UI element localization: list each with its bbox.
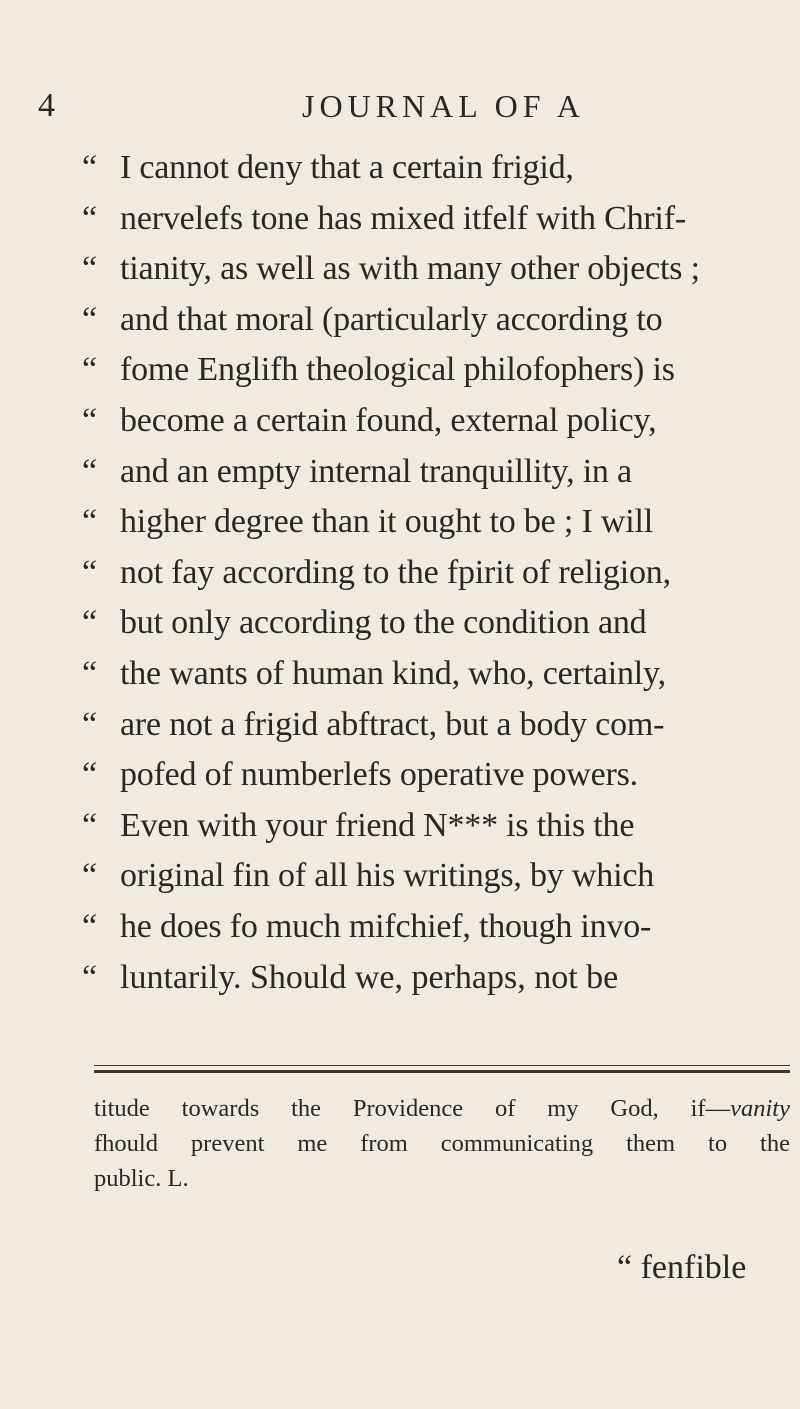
line-text: and that moral (particularly according to <box>120 300 663 338</box>
line-text: become a certain found, external policy, <box>120 401 657 439</box>
open-quote: “ <box>82 857 98 895</box>
footnote-word: prevent <box>190 1130 265 1157</box>
text-line <box>82 345 782 396</box>
text-line <box>82 700 782 751</box>
footnote-word: towards <box>181 1095 260 1122</box>
footnote-rule-thin <box>94 1065 790 1066</box>
footnote-line <box>94 1161 790 1196</box>
text-line <box>82 194 782 245</box>
open-quote: “ <box>82 654 98 692</box>
open-quote: “ <box>82 806 98 844</box>
text-line <box>82 750 782 801</box>
text-line <box>82 295 782 346</box>
line-text: Even with your friend N*** is this the <box>120 806 635 844</box>
open-quote: “ <box>82 401 98 439</box>
catchword: “ fenfible <box>617 1249 747 1286</box>
line-text: and an empty internal tranquillity, in a <box>120 452 632 490</box>
line-text: but only according to the condition and <box>120 604 647 642</box>
footnote <box>94 1091 790 1196</box>
footnote-word: them <box>626 1130 676 1157</box>
footnote-line <box>94 1126 790 1161</box>
line-text: not fay according to the fpirit of religion, <box>120 553 671 591</box>
text-line <box>82 851 782 902</box>
footnote-word: to <box>708 1130 728 1157</box>
line-text: tianity, as well as with many other objects ; <box>120 250 700 288</box>
open-quote: “ <box>82 300 98 338</box>
running-head: JOURNAL OF A <box>302 88 585 124</box>
line-text: the wants of human kind, who, certainly, <box>120 654 666 692</box>
open-quote: “ <box>82 503 98 541</box>
line-text: pofed of numberlefs operative powers. <box>120 756 638 794</box>
open-quote: “ <box>82 705 98 743</box>
open-quote: “ <box>82 149 98 186</box>
open-quote: “ <box>82 756 98 794</box>
body-text <box>82 143 782 1003</box>
footnote-line <box>94 1091 790 1126</box>
footnote-word: if—vanity <box>690 1095 790 1122</box>
text-line <box>82 447 782 498</box>
text-line <box>82 244 782 295</box>
page-number: 4 <box>38 87 55 124</box>
line-text: luntarily. Should we, perhaps, not be <box>120 958 619 996</box>
text-line <box>82 598 782 649</box>
line-text: higher degree than it ought to be ; I will <box>120 503 654 541</box>
footnote-word: titude <box>94 1095 150 1122</box>
footnote-word: God, <box>610 1095 659 1122</box>
text-line <box>82 953 782 1004</box>
line-text: original fin of all his writings, by which <box>120 857 655 895</box>
text-line <box>82 548 782 599</box>
footnote-word: Providence <box>352 1095 464 1122</box>
open-quote: “ <box>82 351 98 389</box>
footnote-word: of <box>494 1095 516 1122</box>
footnote-word: my <box>547 1095 579 1122</box>
open-quote: “ <box>82 250 98 288</box>
open-quote: “ <box>82 958 98 996</box>
line-text: fome Englifh theological philofophers) is <box>120 351 675 389</box>
open-quote: “ <box>82 604 98 642</box>
text-line <box>82 497 782 548</box>
footnote-end: public. L. <box>94 1165 189 1192</box>
text-line <box>82 801 782 852</box>
text-line <box>82 649 782 700</box>
footnote-word: me <box>297 1130 328 1157</box>
text-line <box>82 143 782 194</box>
line-text: nervelefs tone has mixed itfelf with Chrif- <box>120 199 687 237</box>
open-quote: “ <box>82 907 98 945</box>
footnote-rule-thick <box>94 1070 790 1073</box>
page-header <box>0 86 800 126</box>
line-text: he does fo much mifchief, though invo- <box>120 907 652 945</box>
footnote-emphasis: vanity <box>730 1095 790 1122</box>
footnote-word: communicating <box>440 1130 594 1157</box>
open-quote: “ <box>82 199 98 237</box>
footnote-word: fhould <box>94 1130 158 1157</box>
text-line <box>82 396 782 447</box>
footnote-word: the <box>760 1130 790 1157</box>
line-text: are not a frigid abftract, but a body com- <box>120 705 665 743</box>
footnote-word: from <box>360 1130 408 1157</box>
footnote-word: the <box>291 1095 322 1122</box>
open-quote: “ <box>82 553 98 591</box>
line-text: I cannot deny that a certain frigid, <box>120 149 574 186</box>
open-quote: “ <box>82 452 98 490</box>
text-line <box>82 902 782 953</box>
